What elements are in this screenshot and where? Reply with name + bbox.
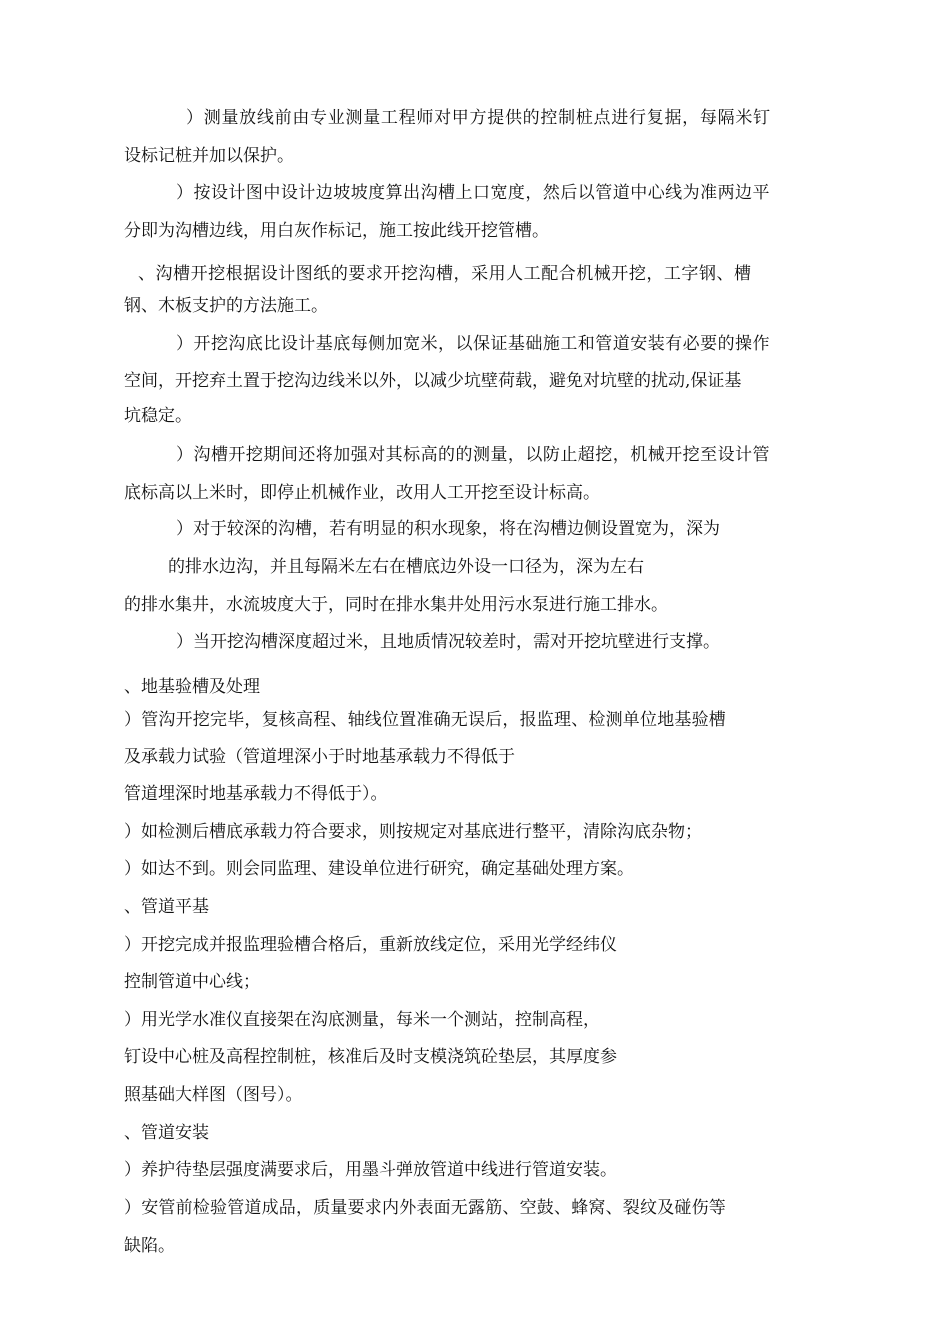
text-line-26: 钉设中心桩及高程控制桩，核准后及时支模浇筑砼垫层，其厚度参 — [124, 1047, 617, 1067]
text-line-6: 钢、木板支护的方法施工。 — [124, 296, 328, 316]
text-line-31: 缺陷。 — [124, 1236, 175, 1256]
text-line-29: ）养护待垫层强度满要求后，用墨斗弹放管道中线进行管道安装。 — [124, 1160, 617, 1180]
text-line-18: 及承载力试验（管道埋深小于时地基承载力不得低于 — [124, 747, 515, 767]
text-line-12: ）对于较深的沟槽，若有明显的积水现象，将在沟槽边侧设置宽为，深为 — [176, 519, 720, 539]
text-line-30: ）安管前检验管道成品，质量要求内外表面无露筋、空鼓、蜂窝、裂纹及碰伤等 — [124, 1198, 726, 1218]
text-line-7: ）开挖沟底比设计基底每侧加宽米，以保证基础施工和管道安装有必要的操作 — [176, 334, 770, 354]
section-heading-pipe-install: 、管道安装 — [124, 1123, 209, 1143]
text-line-19: 管道埋深时地基承载力不得低于）。 — [124, 784, 388, 804]
text-line-23: ）开挖完成并报监理验槽合格后，重新放线定位，采用光学经纬仪 — [124, 935, 617, 955]
text-line-4: 分即为沟槽边线，用白灰作标记，施工按此线开挖管槽。 — [124, 221, 549, 241]
text-line-3: ）按设计图中设计边坡坡度算出沟槽上口宽度，然后以管道中心线为准两边平 — [176, 183, 770, 203]
section-heading-foundation: 、地基验槽及处理 — [124, 677, 260, 697]
text-line-9: 坑稳定。 — [124, 406, 192, 426]
text-line-1: ）测量放线前由专业测量工程师对甲方提供的控制桩点进行复据，每隔米钉 — [186, 108, 771, 128]
text-line-17: ）管沟开挖完毕，复核高程、轴线位置准确无误后，报监理、检测单位地基验槽 — [124, 710, 726, 730]
text-line-25: ）用光学水准仪直接架在沟底测量，每米一个测站，控制高程， — [124, 1010, 600, 1030]
text-line-15: ）当开挖沟槽深度超过米，且地质情况较差时，需对开挖坑壁进行支撑。 — [176, 632, 720, 652]
section-heading-pipe-base: 、管道平基 — [124, 897, 209, 917]
text-line-8: 空间，开挖弃土置于挖沟边线米以外，以减少坑壁荷载，避免对坑壁的扰动,保证基 — [124, 371, 742, 391]
text-line-20: ）如检测后槽底承载力符合要求，则按规定对基底进行整平，清除沟底杂物； — [124, 822, 702, 842]
text-line-14: 的排水集井，水流坡度大于，同时在排水集井处用污水泵进行施工排水。 — [124, 595, 668, 615]
text-line-11: 底标高以上米时，即停止机械作业，改用人工开挖至设计标高。 — [124, 483, 600, 503]
text-line-13: 的排水边沟，并且每隔米左右在槽底边外设一口径为，深为左右 — [168, 557, 644, 577]
text-line-24: 控制管道中心线； — [124, 972, 260, 992]
text-line-2: 设标记桩并加以保护。 — [124, 146, 294, 166]
text-line-10: ）沟槽开挖期间还将加强对其标高的的测量，以防止超挖，机械开挖至设计管 — [176, 445, 770, 465]
text-line-21: ）如达不到。则会同监理、建设单位进行研究，确定基础处理方案。 — [124, 859, 634, 879]
text-line-5: 、沟槽开挖根据设计图纸的要求开挖沟槽，采用人工配合机械开挖，工字钢、槽 — [138, 264, 752, 284]
text-line-27: 照基础大样图（图号）。 — [124, 1085, 303, 1105]
